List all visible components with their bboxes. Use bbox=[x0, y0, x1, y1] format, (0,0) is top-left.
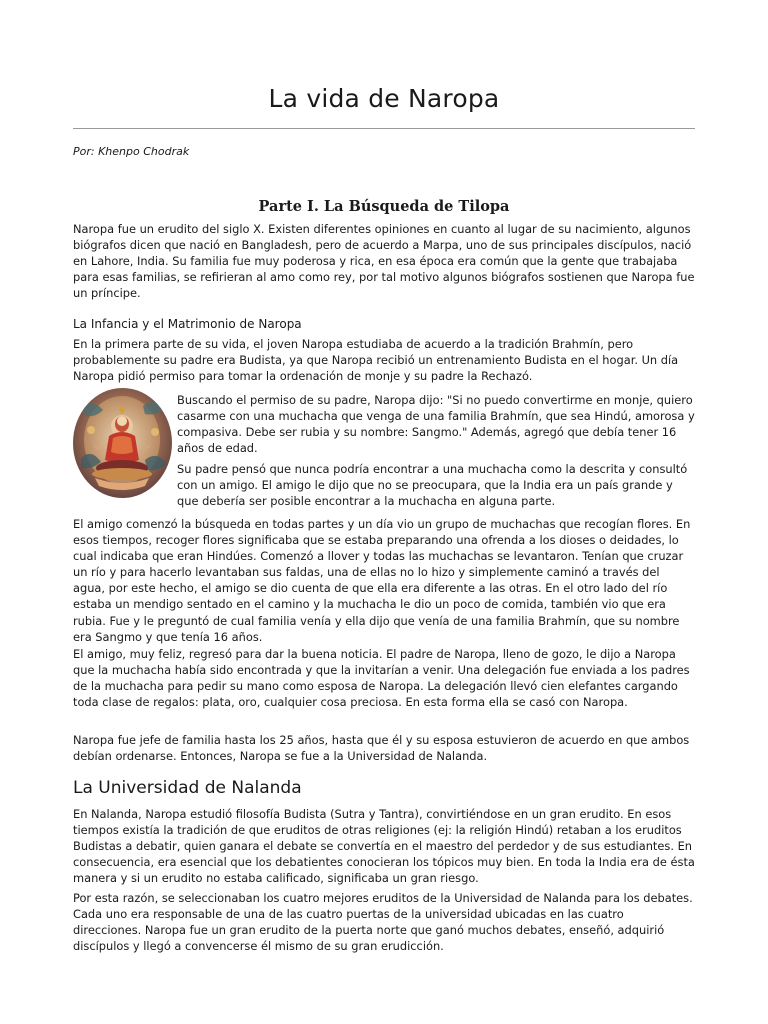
author-byline: Por: Khenpo Chodrak bbox=[73, 145, 190, 158]
paragraph-news: El amigo, muy feliz, regresó para dar la buena noticia. El padre de Naropa, lleno de gozo, le dijo a Naropa que la muchacha había sido encontrada y que la invitarían a venir. Una delegación fue enviada a los padres de la muchacha para pedir su mano como esposa de Naropa. La delegación llevó cien elefantes cargando toda clase de regalos: plata, oro, cualquier cosa preciosa. En esta forma ella se casó con Naropa. bbox=[73, 647, 690, 710]
paragraph-early-life: En la primera parte de su vida, el joven Naropa estudiaba de acuerdo a la tradición Brahmín, pero probablemente su padre era Budista, ya que Naropa recibió un entrenamiento Budista en el hogar. Un día Naropa pidió permiso para tomar la ordenación de monje y su padre la Rechazó. bbox=[73, 337, 679, 384]
paragraph-intro: Naropa fue un erudito del siglo X. Existen diferentes opiniones en cuanto al lugar de su nacimiento, algunos biógrafos dicen que nació en Bangladesh, pero de acuerdo a Marpa, uno de sus principales discípulos, nació en Lahore, India. Su familia fue muy poderosa y rica, en esa época era común que la gente que trabajaba para esas familias, se refirieran al amo como rey, por tal motivo algunos biógrafos sostienen que Naropa fue un príncipe. bbox=[73, 222, 695, 301]
subheading-childhood: La Infancia y el Matrimonio de Naropa bbox=[73, 317, 302, 331]
title-divider bbox=[73, 128, 695, 129]
section-heading-nalanda: La Universidad de Nalanda bbox=[73, 778, 302, 798]
paragraph-debates: Por esta razón, se seleccionaban los cuatro mejores eruditos de la Universidad de Nalanda para los debates. Cada uno era responsable de una de las cuatro puertas de la universidad ubicadas en las cuatro direcciones. Naropa fue un gran erudito de la puerta norte que ganó muchos debates, enseñó, adquirió discípulos y llegó a convencerse él mismo de su gran erudicción. bbox=[73, 891, 693, 954]
paragraph-request: Buscando el permiso de su padre, Naropa dijo: "Si no puedo convertirme en monje, quiero casarme con una muchacha que venga de una familia Brahmín, que sea Hindú, amorosa y compasiva. Debe ser rubia y su nombre: Sangmo." Además, agregó que debía tener 16 años de edad. bbox=[177, 393, 695, 456]
page-title: La vida de Naropa bbox=[268, 84, 500, 113]
part-heading: Parte I. La Búsqueda de Tilopa bbox=[258, 198, 510, 215]
paragraph-nalanda: En Nalanda, Naropa estudió filosofía Budista (Sutra y Tantra), convirtiéndose en un gran erudito. En esos tiempos existía la tradición de que eruditos de otras religiones (ej: la religión Hindú) retaban a los eruditos Budistas a debatir, quien ganara el debate se convertía en el maestro del perdedor y de sus estudiantes. En consecuencia, era esencial que los debatientes conocieran los tópicos muy bien. En toda la India era de ésta manera y si un erudito no estaba calificado, significaba un gran riesgo. bbox=[73, 807, 695, 886]
thangka-painting-icon bbox=[73, 388, 172, 498]
paragraph-search: El amigo comenzó la búsqueda en todas partes y un día vio un grupo de muchachas que recogían flores. En esos tiempos, recoger flores significaba que se estaba preparando una ofrenda a los dioses o deidades, lo cual indicaba que eran Hindúes. Comenzó a llover y todas las muchachas se levantaron. Tenían que cruzar un río y para hacerlo levantaban sus faldas, una de ellas no lo hizo y simplemente caminó a través del agua, por este hecho, el amigo se dio cuenta de que ella era diferente a las otras. En el otro lado del río estaba un mendigo sentado en el camino y la muchacha le dio un poco de comida, también vio que era rubia. Fue y le preguntó de cual familia venía y ella dijo que venía de una familia Brahmín, que su nombre era Sangmo y que tenía 16 años. bbox=[73, 517, 691, 644]
paragraph-father: Su padre pensó que nunca podría encontrar a una muchacha como la descrita y consultó con un amigo. El amigo le dijo que no se preocupara, que la India era un país grande y que debería ser posible encontrar a la muchacha en alguna parte. bbox=[177, 462, 688, 509]
paragraph-ordination: Naropa fue jefe de familia hasta los 25 años, hasta que él y su esposa estuvieron de acuerdo en que ambos debían ordenarse. Entonces, Naropa se fue a la Universidad de Nalanda. bbox=[73, 733, 690, 764]
